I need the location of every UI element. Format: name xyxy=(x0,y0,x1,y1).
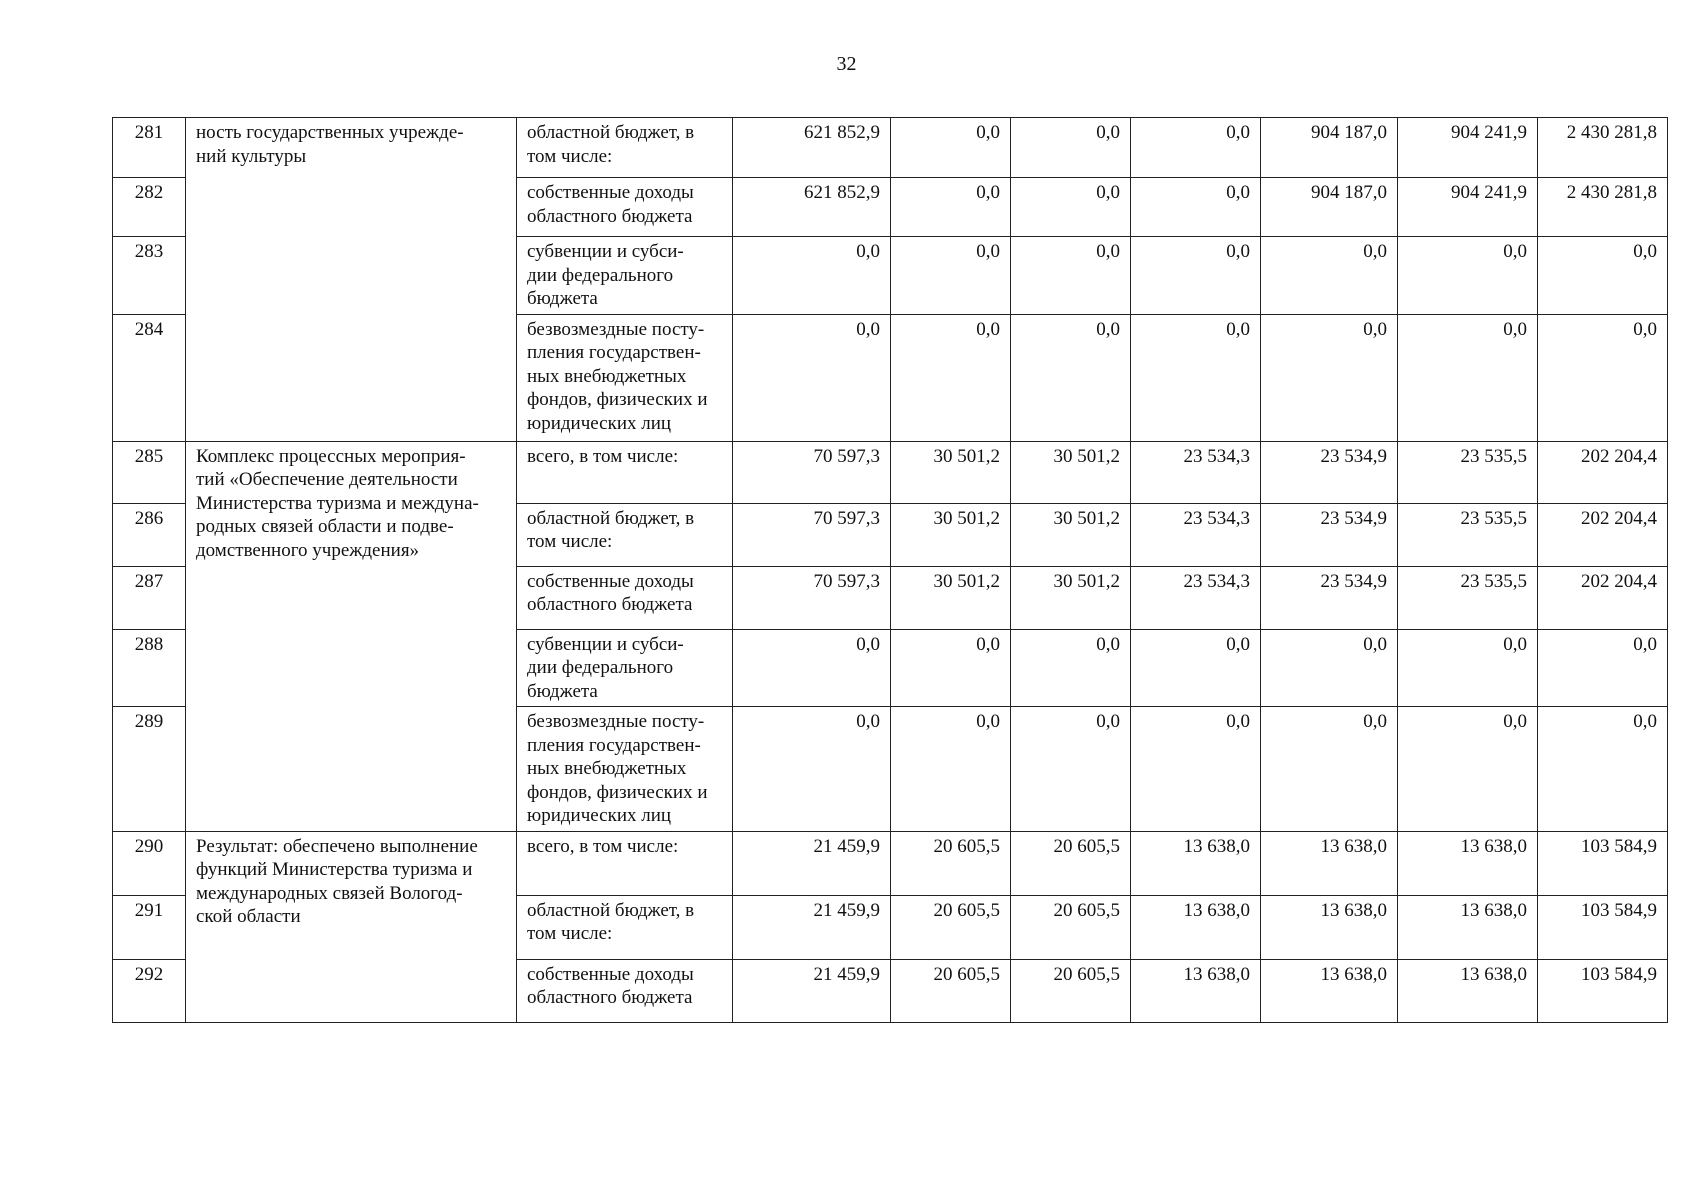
amount-cell: 30 501,2 xyxy=(1011,503,1131,566)
table-row xyxy=(113,118,1668,178)
amount-cell: 70 597,3 xyxy=(733,441,891,503)
amount-cell: 0,0 xyxy=(733,707,891,832)
amount-cell: 21 459,9 xyxy=(733,959,891,1022)
amount-cell: 0,0 xyxy=(733,629,891,707)
amount-cell: 13 638,0 xyxy=(1261,895,1398,959)
amount-cell: 23 534,3 xyxy=(1131,441,1261,503)
amount-cell: 0,0 xyxy=(733,314,891,441)
amount-cell: 20 605,5 xyxy=(1011,959,1131,1022)
amount-cell: 0,0 xyxy=(891,707,1011,832)
row-number: 288 xyxy=(113,629,186,707)
amount-cell: 103 584,9 xyxy=(1538,831,1668,895)
row-number: 291 xyxy=(113,895,186,959)
funding-source: областной бюджет, в том числе: xyxy=(517,895,733,959)
page-number: 32 xyxy=(836,53,857,75)
amount-cell: 202 204,4 xyxy=(1538,441,1668,503)
budget-table xyxy=(112,117,1668,1023)
amount-cell: 0,0 xyxy=(1131,314,1261,441)
amount-cell: 13 638,0 xyxy=(1131,959,1261,1022)
amount-cell: 70 597,3 xyxy=(733,503,891,566)
amount-cell: 13 638,0 xyxy=(1261,959,1398,1022)
funding-source: собственные доходы областного бюджета xyxy=(517,178,733,237)
amount-cell: 0,0 xyxy=(1131,178,1261,237)
amount-cell: 23 534,3 xyxy=(1131,566,1261,629)
amount-cell: 0,0 xyxy=(891,629,1011,707)
amount-cell: 23 534,9 xyxy=(1261,566,1398,629)
amount-cell: 23 534,3 xyxy=(1131,503,1261,566)
amount-cell: 904 187,0 xyxy=(1261,178,1398,237)
amount-cell: 0,0 xyxy=(1261,629,1398,707)
amount-cell: 2 430 281,8 xyxy=(1538,178,1668,237)
amount-cell: 0,0 xyxy=(1011,314,1131,441)
amount-cell: 20 605,5 xyxy=(891,831,1011,895)
amount-cell: 0,0 xyxy=(891,237,1011,315)
table-body xyxy=(113,118,1668,1023)
amount-cell: 202 204,4 xyxy=(1538,566,1668,629)
funding-source: областной бюджет, в том числе: xyxy=(517,118,733,178)
amount-cell: 202 204,4 xyxy=(1538,503,1668,566)
amount-cell: 0,0 xyxy=(891,178,1011,237)
funding-source: безвозмездные посту- пления государствен- ных внебюджетных фондов, физических и юридических лиц xyxy=(517,707,733,832)
amount-cell: 23 535,5 xyxy=(1398,503,1538,566)
amount-cell: 0,0 xyxy=(1011,237,1131,315)
amount-cell: 0,0 xyxy=(1398,629,1538,707)
funding-source: субвенции и субси- дии федерального бюджета xyxy=(517,629,733,707)
table-row xyxy=(113,831,1668,895)
table-row xyxy=(113,441,1668,503)
row-number: 289 xyxy=(113,707,186,832)
amount-cell: 0,0 xyxy=(1131,629,1261,707)
amount-cell: 0,0 xyxy=(1011,118,1131,178)
amount-cell: 23 534,9 xyxy=(1261,503,1398,566)
funding-source: всего, в том числе: xyxy=(517,441,733,503)
amount-cell: 621 852,9 xyxy=(733,118,891,178)
amount-cell: 0,0 xyxy=(1261,237,1398,315)
amount-cell: 30 501,2 xyxy=(891,441,1011,503)
row-number: 281 xyxy=(113,118,186,178)
amount-cell: 0,0 xyxy=(1261,314,1398,441)
funding-source: субвенции и субси- дии федерального бюджета xyxy=(517,237,733,315)
amount-cell: 30 501,2 xyxy=(1011,441,1131,503)
row-number: 290 xyxy=(113,831,186,895)
amount-cell: 0,0 xyxy=(1398,707,1538,832)
amount-cell: 13 638,0 xyxy=(1261,831,1398,895)
amount-cell: 23 535,5 xyxy=(1398,566,1538,629)
amount-cell: 13 638,0 xyxy=(1131,895,1261,959)
amount-cell: 21 459,9 xyxy=(733,895,891,959)
amount-cell: 0,0 xyxy=(1011,707,1131,832)
amount-cell: 0,0 xyxy=(891,118,1011,178)
row-number: 283 xyxy=(113,237,186,315)
amount-cell: 0,0 xyxy=(1538,707,1668,832)
amount-cell: 20 605,5 xyxy=(1011,895,1131,959)
row-number: 285 xyxy=(113,441,186,503)
amount-cell: 30 501,2 xyxy=(1011,566,1131,629)
amount-cell: 20 605,5 xyxy=(891,959,1011,1022)
amount-cell: 0,0 xyxy=(1011,629,1131,707)
funding-source: всего, в том числе: xyxy=(517,831,733,895)
amount-cell: 103 584,9 xyxy=(1538,959,1668,1022)
amount-cell: 0,0 xyxy=(891,314,1011,441)
amount-cell: 30 501,2 xyxy=(891,503,1011,566)
amount-cell: 0,0 xyxy=(1131,237,1261,315)
row-number: 282 xyxy=(113,178,186,237)
amount-cell: 20 605,5 xyxy=(1011,831,1131,895)
amount-cell: 904 241,9 xyxy=(1398,118,1538,178)
row-number: 292 xyxy=(113,959,186,1022)
amount-cell: 13 638,0 xyxy=(1398,959,1538,1022)
measure-description: Комплекс процессных мероприя- тий «Обеспечение деятельности Министерства туризма и междуна- родных связей области и подве- домственного учреждения» xyxy=(186,441,517,831)
amount-cell: 30 501,2 xyxy=(891,566,1011,629)
amount-cell: 0,0 xyxy=(1261,707,1398,832)
amount-cell: 904 187,0 xyxy=(1261,118,1398,178)
amount-cell: 13 638,0 xyxy=(1131,831,1261,895)
row-number: 284 xyxy=(113,314,186,441)
measure-description: Результат: обеспечено выполнение функций Министерства туризма и международных связей Вологод- ской области xyxy=(186,831,517,1022)
amount-cell: 0,0 xyxy=(1398,237,1538,315)
amount-cell: 0,0 xyxy=(1538,314,1668,441)
funding-source: собственные доходы областного бюджета xyxy=(517,566,733,629)
amount-cell: 13 638,0 xyxy=(1398,895,1538,959)
funding-source: собственные доходы областного бюджета xyxy=(517,959,733,1022)
amount-cell: 621 852,9 xyxy=(733,178,891,237)
amount-cell: 0,0 xyxy=(1398,314,1538,441)
amount-cell: 0,0 xyxy=(1011,178,1131,237)
amount-cell: 2 430 281,8 xyxy=(1538,118,1668,178)
amount-cell: 23 534,9 xyxy=(1261,441,1398,503)
funding-source: областной бюджет, в том числе: xyxy=(517,503,733,566)
amount-cell: 0,0 xyxy=(1131,118,1261,178)
amount-cell: 0,0 xyxy=(1538,237,1668,315)
funding-source: безвозмездные посту- пления государствен- ных внебюджетных фондов, физических и юридических лиц xyxy=(517,314,733,441)
amount-cell: 103 584,9 xyxy=(1538,895,1668,959)
amount-cell: 70 597,3 xyxy=(733,566,891,629)
row-number: 286 xyxy=(113,503,186,566)
row-number: 287 xyxy=(113,566,186,629)
amount-cell: 0,0 xyxy=(1131,707,1261,832)
amount-cell: 23 535,5 xyxy=(1398,441,1538,503)
amount-cell: 904 241,9 xyxy=(1398,178,1538,237)
amount-cell: 20 605,5 xyxy=(891,895,1011,959)
amount-cell: 0,0 xyxy=(1538,629,1668,707)
amount-cell: 21 459,9 xyxy=(733,831,891,895)
measure-description: ность государственных учрежде- ний культуры xyxy=(186,118,517,442)
amount-cell: 13 638,0 xyxy=(1398,831,1538,895)
amount-cell: 0,0 xyxy=(733,237,891,315)
